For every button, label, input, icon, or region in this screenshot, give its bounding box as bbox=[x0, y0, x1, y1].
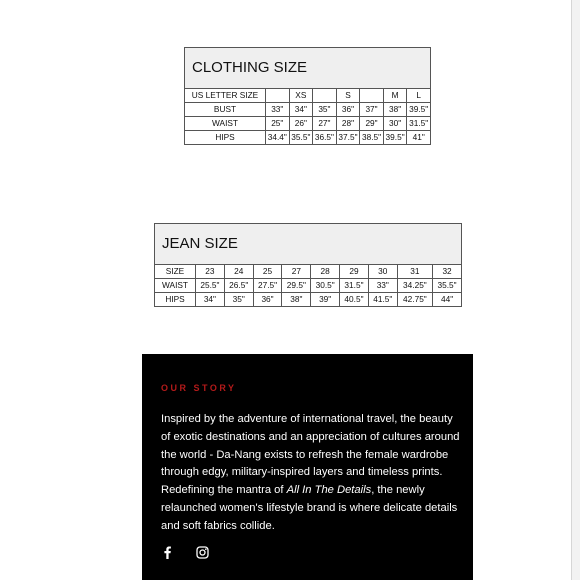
table-cell: 38" bbox=[383, 103, 407, 117]
instagram-icon[interactable] bbox=[196, 546, 209, 559]
story-emphasis: All In The Details bbox=[286, 484, 372, 497]
row-label: BUST bbox=[185, 103, 266, 117]
table-cell: 30.5" bbox=[311, 279, 340, 293]
table-row bbox=[155, 279, 462, 293]
header-cell: 25 bbox=[253, 265, 282, 279]
header-cell: 28 bbox=[311, 265, 340, 279]
table-row bbox=[185, 103, 431, 117]
header-cell: M bbox=[383, 89, 407, 103]
table-cell: 26.5" bbox=[224, 279, 253, 293]
table-cell: 26" bbox=[289, 117, 313, 131]
table-cell: 29.5" bbox=[282, 279, 311, 293]
table-cell: 39.5" bbox=[383, 131, 407, 145]
header-cell: US LETTER SIZE bbox=[185, 89, 266, 103]
header-cell: SIZE bbox=[155, 265, 196, 279]
jean-header-row bbox=[155, 265, 462, 279]
table-cell: 34" bbox=[289, 103, 313, 117]
header-cell bbox=[266, 89, 290, 103]
facebook-icon[interactable] bbox=[161, 546, 174, 559]
table-row bbox=[155, 293, 462, 307]
jean-size-table bbox=[154, 223, 462, 307]
table-cell: 35.5" bbox=[433, 279, 462, 293]
table-cell: 36" bbox=[336, 103, 360, 117]
header-cell: 23 bbox=[196, 265, 225, 279]
our-story-section bbox=[142, 354, 473, 580]
table-cell: 35" bbox=[313, 103, 337, 117]
table-cell: 37.5" bbox=[336, 131, 360, 145]
table-cell: 44" bbox=[433, 293, 462, 307]
header-cell: 24 bbox=[224, 265, 253, 279]
table-cell: 25" bbox=[266, 117, 290, 131]
table-cell: 38" bbox=[282, 293, 311, 307]
our-story-heading: OUR STORY bbox=[161, 383, 237, 393]
clothing-size-title: CLOTHING SIZE bbox=[185, 48, 431, 89]
row-label: HIPS bbox=[155, 293, 196, 307]
our-story-text bbox=[161, 411, 461, 536]
table-cell: 39.5" bbox=[407, 103, 431, 117]
table-cell: 34" bbox=[196, 293, 225, 307]
table-cell: 41.5" bbox=[368, 293, 397, 307]
table-cell: 35" bbox=[224, 293, 253, 307]
header-cell: S bbox=[336, 89, 360, 103]
table-cell: 30" bbox=[383, 117, 407, 131]
table-cell: 42.75" bbox=[397, 293, 432, 307]
table-cell: 28" bbox=[336, 117, 360, 131]
table-cell: 34.25" bbox=[397, 279, 432, 293]
jean-size-title: JEAN SIZE bbox=[155, 224, 462, 265]
header-cell: 27 bbox=[282, 265, 311, 279]
table-cell: 34.4" bbox=[266, 131, 290, 145]
table-cell: 38.5" bbox=[360, 131, 384, 145]
table-cell: 41" bbox=[407, 131, 431, 145]
table-cell: 31.5" bbox=[407, 117, 431, 131]
row-label: WAIST bbox=[155, 279, 196, 293]
row-label: HIPS bbox=[185, 131, 266, 145]
header-cell: L bbox=[407, 89, 431, 103]
header-cell: 31 bbox=[397, 265, 432, 279]
table-cell: 36.5" bbox=[313, 131, 337, 145]
story-text-part: Inspired by the adventure of international travel, the beauty of exotic destinations and an appreciation of cultures around the world - Da-Nang exists to refresh the female wardrobe through edgy, military-inspired layers and timeless prints. Redefining the mantra of bbox=[161, 413, 460, 497]
header-cell: 32 bbox=[433, 265, 462, 279]
clothing-header-row bbox=[185, 89, 431, 103]
table-cell: 27.5" bbox=[253, 279, 282, 293]
header-cell bbox=[313, 89, 337, 103]
story-text-part: , the newly relaunched women's lifestyle brand is where delicate details and soft fabrics collide. bbox=[161, 484, 458, 532]
table-cell: 29" bbox=[360, 117, 384, 131]
social-links bbox=[161, 546, 209, 559]
table-cell: 37" bbox=[360, 103, 384, 117]
table-cell: 36" bbox=[253, 293, 282, 307]
row-label: WAIST bbox=[185, 117, 266, 131]
table-cell: 25.5" bbox=[196, 279, 225, 293]
header-cell: 30 bbox=[368, 265, 397, 279]
table-cell: 39" bbox=[311, 293, 340, 307]
table-row bbox=[185, 117, 431, 131]
table-cell: 31.5" bbox=[340, 279, 369, 293]
table-cell: 35.5" bbox=[289, 131, 313, 145]
table-cell: 27" bbox=[313, 117, 337, 131]
table-cell: 40.5" bbox=[340, 293, 369, 307]
header-cell bbox=[360, 89, 384, 103]
table-cell: 33" bbox=[266, 103, 290, 117]
table-cell: 33" bbox=[368, 279, 397, 293]
header-cell: XS bbox=[289, 89, 313, 103]
clothing-size-table bbox=[184, 47, 431, 145]
header-cell: 29 bbox=[340, 265, 369, 279]
page-edge bbox=[571, 0, 580, 580]
table-row bbox=[185, 131, 431, 145]
